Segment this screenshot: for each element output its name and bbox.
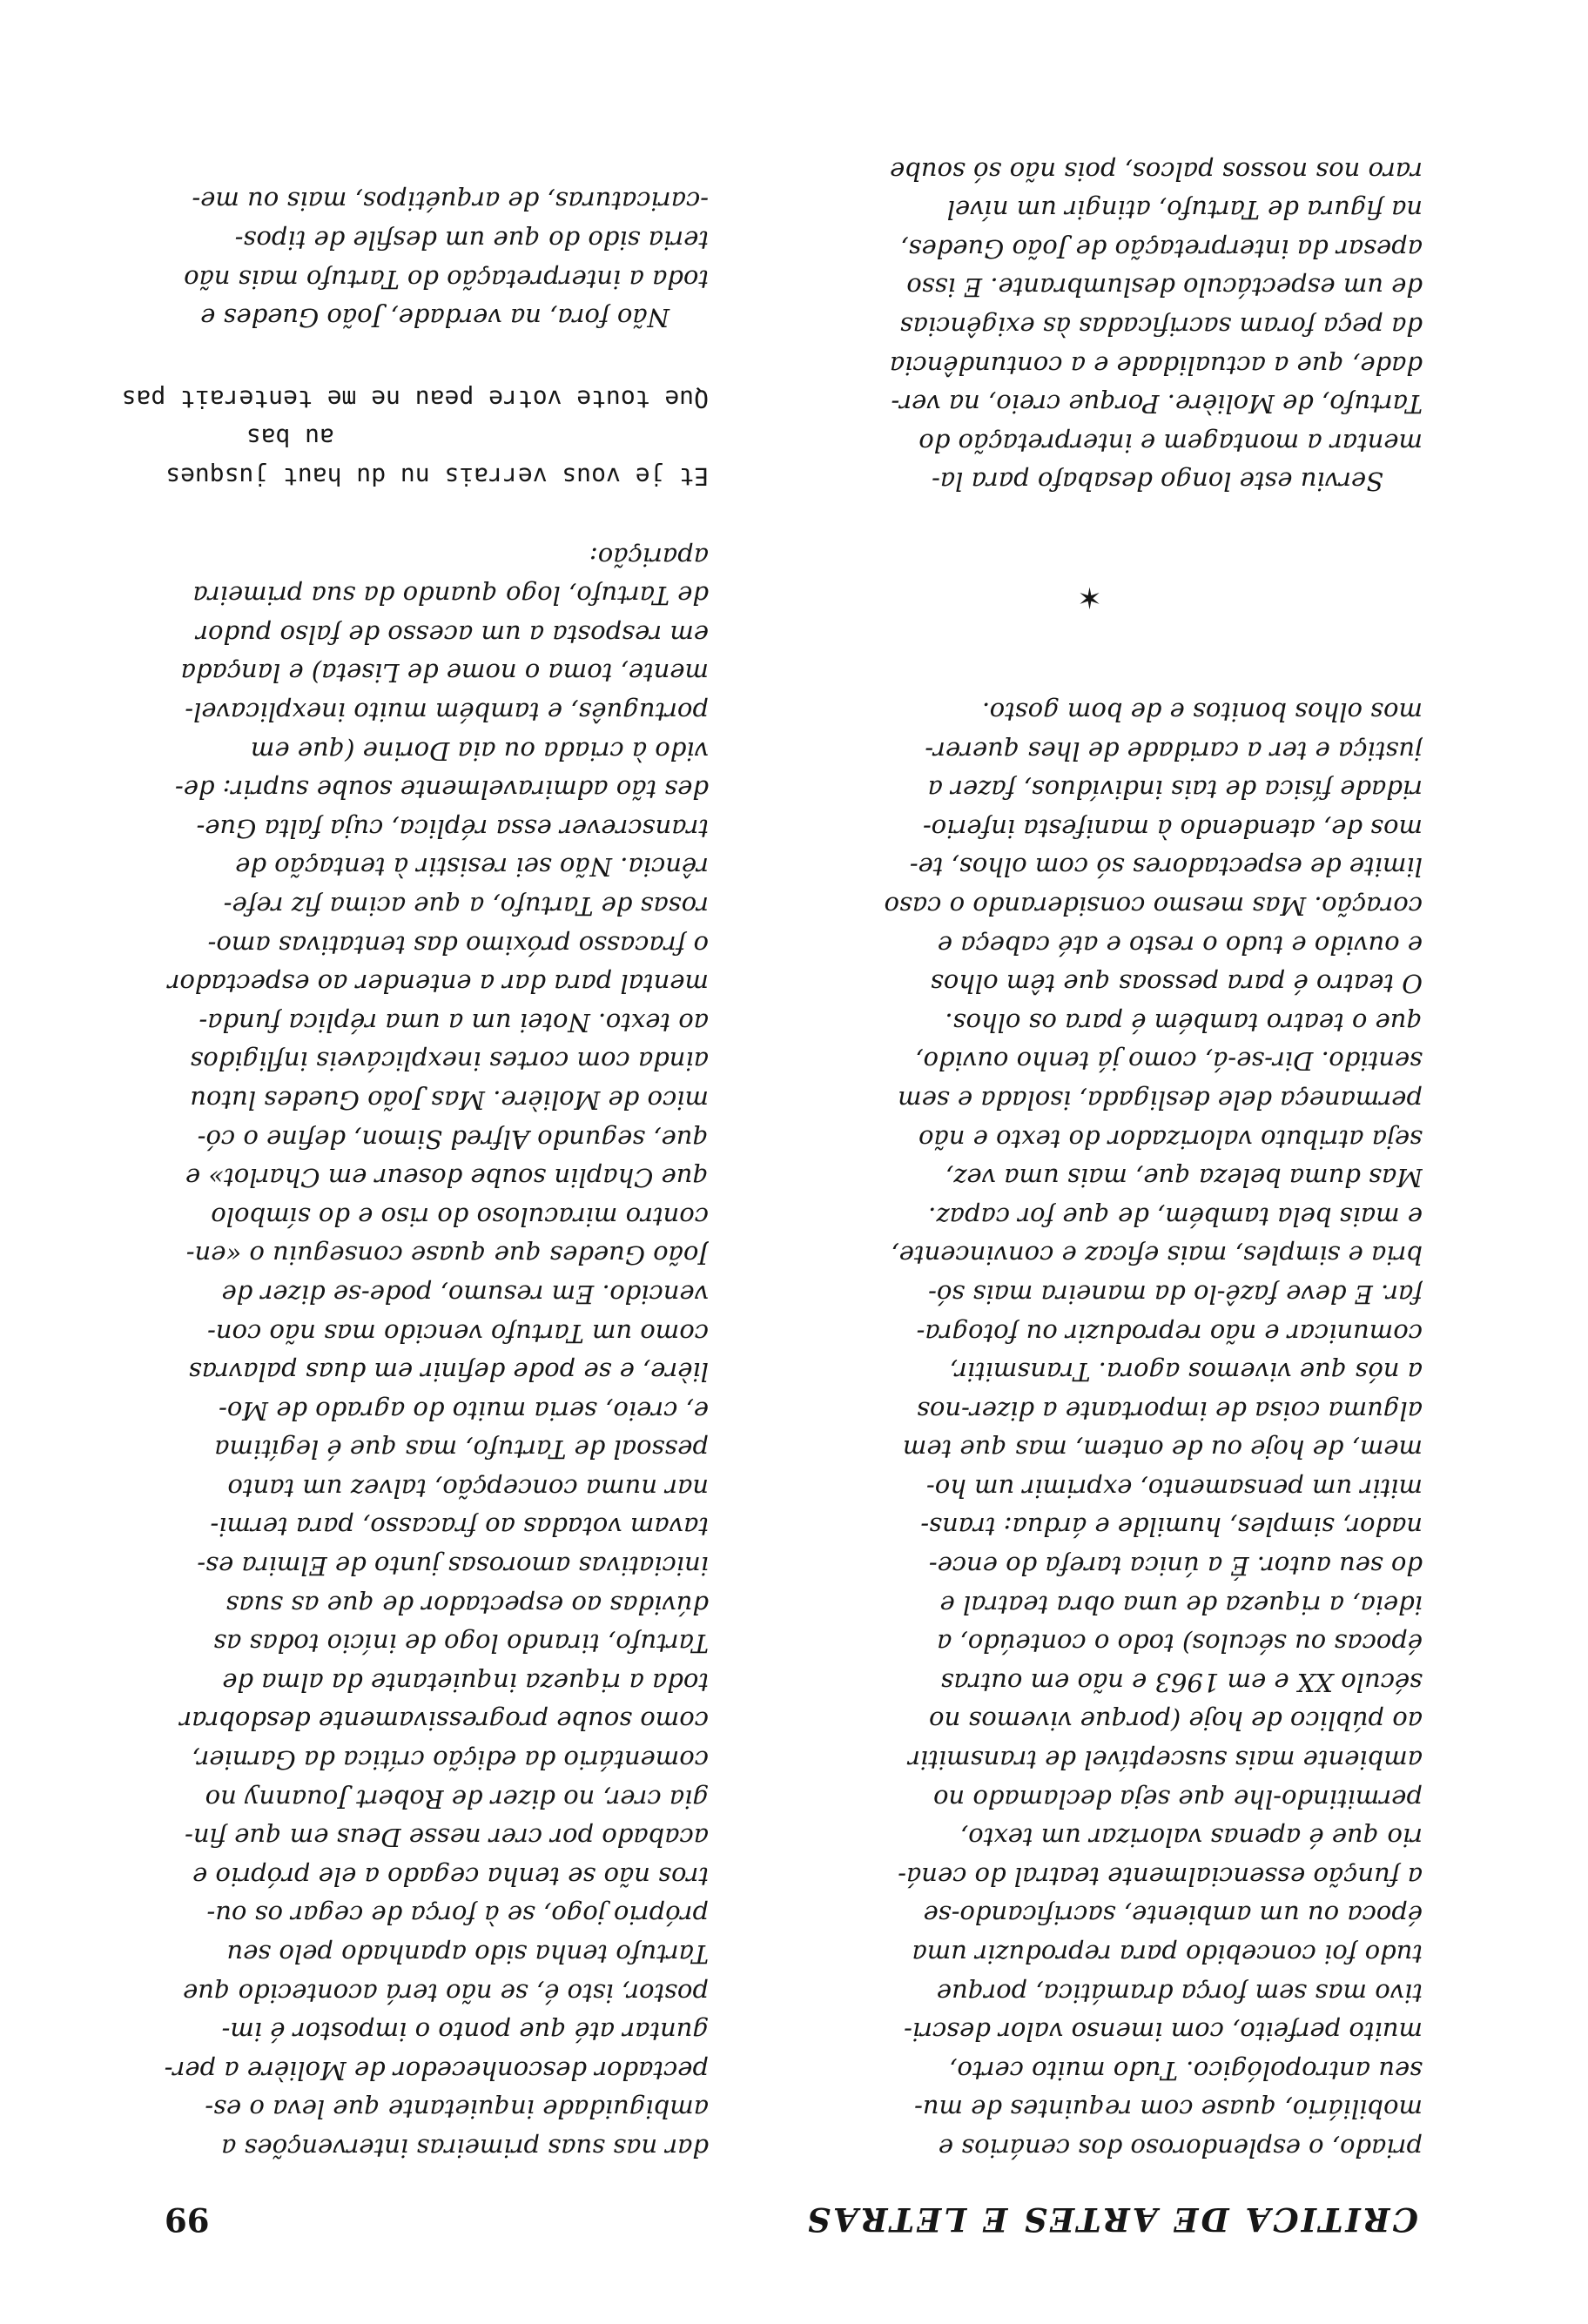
text-line: coração. Mas mesmo considerando o caso <box>884 891 1423 921</box>
text-line: ambiente mais susceptível de transmitir <box>908 1745 1423 1776</box>
text-line: da peça foram sacrificadas às exigências <box>899 312 1423 342</box>
text-line: acabado por crer nesse Deus em que fin- <box>185 1823 709 1853</box>
paragraph-conclusion <box>43 182 709 337</box>
text-line: des tão admiravelmente soube suprir: de- <box>174 775 709 805</box>
text-line: toda a interpretação do Tartufo mais não <box>184 264 709 294</box>
paragraph-joao-guedes <box>43 537 709 2167</box>
text-line: priado, o esplendoroso dos cenários e <box>938 2133 1423 2163</box>
text-line: ao público de hoje (porque vivemos no <box>929 1706 1423 1736</box>
text-line: apesar da interpretação de João Guedes, <box>900 233 1423 264</box>
text-line: como soube progressivamente desdobrar <box>179 1706 709 1736</box>
text-line: vido à criada ou aia Dorine (que em <box>250 735 709 766</box>
text-line: permitindo-lhe que seja declamado no <box>933 1783 1423 1814</box>
text-line: João Guedes que quase conseguiu o «en- <box>185 1240 709 1271</box>
text-line: em resposta a um acesso de falso pudor <box>196 619 709 649</box>
text-line: mos de, atendendo à manifesta inferio- <box>922 813 1423 843</box>
text-line: alguma coisa de importante a dizer-nos <box>917 1395 1423 1426</box>
text-line: nador, simples, humilde e árdua: trans- <box>920 1512 1423 1542</box>
text-line: vencido. Em resumo, pode-se dizer de <box>221 1279 709 1309</box>
text-line: -caricaturas, de arquétipos, mais ou me- <box>192 186 709 217</box>
text-line: tudo foi concebido para reproduzir uma <box>912 1939 1423 1970</box>
text-line: português, e também muito inexplicavel- <box>185 697 709 728</box>
text-line: ideia, a riqueza de uma obra teatral e <box>939 1589 1423 1620</box>
running-head <box>165 2195 1418 2239</box>
text-line: comentário da edição crítica da Garnier, <box>192 1745 709 1776</box>
text-line: sentido. Dir-se-á, como já tenho ouvido, <box>915 1046 1423 1077</box>
verse-line-continuation: au bas <box>246 423 334 453</box>
text-line: nar numa concepção, talvez um tanto <box>227 1473 709 1503</box>
text-line: mente, toma o nome de Liseta) e lançada <box>180 658 709 688</box>
text-line: ao texto. Notei um a uma réplica funda- <box>198 1007 709 1038</box>
text-line: far. E deve fazê-lo da maneira mais só- <box>928 1279 1423 1309</box>
text-line: permaneça dele desligada, isolada e sem <box>898 1085 1423 1115</box>
text-line: postor, isto é, se não terá acontecido que <box>183 1978 709 2008</box>
text-line: época ou um ambiente, sacrificando-se <box>923 1900 1423 1931</box>
text-line: mobiliário, quase com requintes de mu- <box>914 2094 1423 2125</box>
text-line: toda a riqueza inquietante da alma de <box>222 1667 709 1697</box>
text-line: comunicar e não reproduzir ou fotogra- <box>916 1318 1423 1348</box>
text-line: rosas de Tartufo, a que acima fiz refe- <box>223 891 709 921</box>
paragraph-scenery-critique <box>757 692 1423 2167</box>
text-line: mico de Molière. Mas João Guedes lutou <box>190 1085 709 1115</box>
text-line: Tartufo, de Molière. Porque creio, na ver- <box>891 389 1423 420</box>
text-line: mem, de hoje ou de ontem, mas que tem <box>902 1434 1423 1465</box>
text-line: que Chaplin soube doseur em Charlot» e <box>185 1163 709 1193</box>
star-icon: ✶ <box>1077 579 1102 615</box>
text-line: mentar a montagem e interpretação do <box>918 427 1423 458</box>
text-line: Tartufo tenha sido apanhado pelo seu <box>226 1939 709 1970</box>
text-line: bria e simples, mais eficaz e convincente, <box>891 1240 1423 1271</box>
paragraph-tartufo-review <box>757 151 1423 500</box>
section-separator <box>757 500 1423 692</box>
text-line: e mais bela também, de que for capaz. <box>928 1201 1423 1232</box>
text-line: como um Tartufo vencido mas não con- <box>207 1318 709 1348</box>
text-line: muito perfeito, com imenso valor descri- <box>904 2017 1423 2047</box>
text-line: rio que é apenas valorizar um texto, <box>960 1823 1423 1853</box>
text-line: e ouvido e tudo o resto e até cabeça e <box>937 930 1423 960</box>
verse-line: Que toute votre peau ne me tenterait pas <box>121 384 709 413</box>
text-line: a nós que vivemos agora. Transmitir, <box>949 1357 1423 1387</box>
text-line: ainda com cortes inexplicáveis infligidos <box>190 1046 709 1077</box>
text-line: raro nos nossos palcos, pois não só soube <box>890 156 1423 186</box>
text-line: e, creio, seria muito do agrado de Mo- <box>219 1395 709 1426</box>
text-line: transcrever essa réplica, cuja falta Gue- <box>196 813 709 843</box>
text-line: a função essencialmente teatral do cená- <box>898 1861 1423 1891</box>
text-line: Mas duma beleza que, mais uma vez, <box>945 1163 1423 1193</box>
text-line: Tartufo, tirando logo de início todas as <box>213 1629 709 1659</box>
text-line: aparição: <box>589 541 709 572</box>
running-title: CRITICA DE ARTES E LETRAS <box>804 2200 1418 2239</box>
text-line: que o teatro também é para os olhos. <box>945 1007 1423 1038</box>
text-line: seu antropológico. Tudo muito certo, <box>949 2055 1423 2086</box>
text-line: pessoal de Tartufo, mas que é legítima <box>214 1434 709 1465</box>
text-line: tivo mas sem força dramática, porque <box>936 1978 1423 2008</box>
left-column <box>757 151 1423 2167</box>
text-line: de Tartufo, logo quando da sua primeira <box>192 581 709 611</box>
text-line: dade, que a actualidade e a contundência <box>889 350 1423 380</box>
text-line: tros não se tenha cegado a ele próprio e <box>192 1861 709 1891</box>
verse-line: Et je vous verrais nu du haut jusques <box>165 462 709 492</box>
text-line: guntar até que ponto o impostor é im- <box>221 2017 709 2047</box>
text-line: do seu autor. É a única tarefa do ence- <box>928 1551 1423 1582</box>
text-line: mos olhos bonitos e de bom gosto. <box>981 697 1423 728</box>
text-line: teria sido do que um desfile de tipos- <box>234 225 709 256</box>
text-line: justiça e ter a caridade de lhes querer- <box>925 735 1423 766</box>
text-line: O teatro é para pessoas que têm olhos <box>930 969 1423 999</box>
text-line: Não fora, na verdade, João Guedes e <box>200 303 670 333</box>
text-line: pectador desconhecedor de Molière a per- <box>164 2055 709 2086</box>
right-column <box>43 182 709 2167</box>
text-line: limite de espectadores só com olhos, te- <box>909 852 1423 883</box>
page-number: 99 <box>165 2200 210 2239</box>
text-line: que, segundo Alfred Simon, define o có- <box>197 1124 709 1154</box>
text-line: de um espectáculo deslumbrante. E isso <box>906 272 1423 303</box>
verse-quote <box>43 379 709 495</box>
text-line: o fracasso próximo das tentativas amo- <box>207 930 709 960</box>
text-line: mitir um pensamento, exprimir um ho- <box>925 1473 1423 1503</box>
text-line: Serviu este longo desabafo para la- <box>932 467 1383 497</box>
text-line: século XX e em 1963 e não em outras <box>940 1667 1423 1697</box>
text-line: gia crer, no dizer de Robert Jouanny no <box>205 1783 709 1814</box>
text-line: na figura de Tartufo, atingir um nível <box>946 195 1423 225</box>
text-line: seja atributo valorizador do texto e não <box>918 1124 1423 1154</box>
text-line: mental para dar a entender ao espectador <box>167 969 709 999</box>
text-line: ambiguidade inquietante que leva o es- <box>205 2094 709 2125</box>
text-line: épocas ou séculos) todo o conteúdo, a <box>937 1629 1423 1659</box>
text-line: dar nas suas primeiras intervenções a <box>221 2133 709 2163</box>
text-line: rência. Não sei resistir à tentação de <box>235 852 709 883</box>
text-line: ridade física de tais indivíduos, fazer a <box>927 775 1423 805</box>
text-line: lière, e se pode definir em duas palavras <box>188 1357 709 1387</box>
text-line: contro miraculoso do riso e do símbolo <box>211 1201 709 1232</box>
text-line: próprio jogo, se à força de cegar os ou- <box>206 1900 709 1931</box>
text-line: tavam votadas ao fracasso, para termi- <box>210 1512 709 1542</box>
text-line: dúvidas ao espectador de que as suas <box>225 1589 709 1620</box>
text-line: iniciativas amorosas junto de Elmira es- <box>197 1551 709 1582</box>
